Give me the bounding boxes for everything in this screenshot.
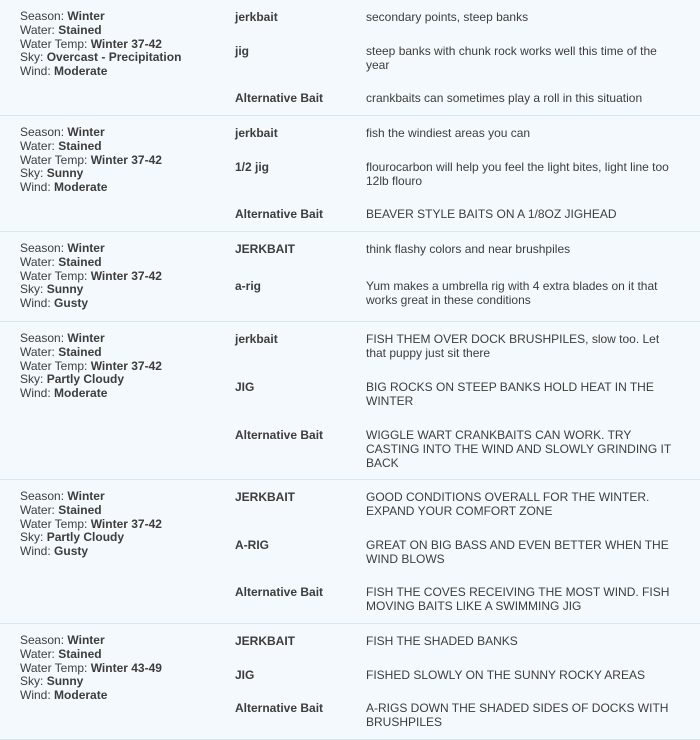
bait-name: JERKBAIT bbox=[235, 490, 296, 504]
bait-name: Alternative Bait bbox=[235, 701, 324, 715]
wind-value: Moderate bbox=[54, 688, 108, 703]
wind-line: Wind: Moderate bbox=[20, 64, 108, 79]
water-temp-value: Winter 37-42 bbox=[90, 152, 162, 167]
bait-tip: flourocarbon will help you feel the light bites, light line too 12lb flouro bbox=[366, 160, 669, 188]
sky-line: Sky: Partly Cloudy bbox=[20, 372, 125, 387]
season-line: Season: Winter bbox=[20, 241, 105, 255]
season-line: Season: Winter bbox=[20, 125, 105, 139]
sky-value: Partly Cloudy bbox=[46, 372, 125, 387]
water-temp-line: Water Temp: Winter 37-42 bbox=[20, 268, 162, 283]
bait-name: JIG bbox=[235, 380, 255, 394]
water-temp-value: Winter 37-42 bbox=[90, 268, 162, 283]
wind-line: Wind: Moderate bbox=[20, 386, 108, 401]
bait-tip: secondary points, steep banks bbox=[366, 10, 529, 24]
water-value: Stained bbox=[58, 138, 102, 153]
season-value: Winter bbox=[67, 633, 105, 647]
sky-value: Sunny bbox=[46, 282, 84, 297]
water-value: Stained bbox=[58, 502, 102, 517]
wind-value: Moderate bbox=[54, 386, 108, 401]
bait-tip: GOOD CONDITIONS OVERALL FOR THE WINTER. EXPAND YOUR COMFORT ZONE bbox=[366, 490, 650, 518]
bait-tip: BEAVER STYLE BAITS ON A 1/8OZ JIGHEAD bbox=[366, 207, 617, 221]
condition-section bbox=[0, 624, 700, 740]
bait-tip: FISH THEM OVER DOCK BRUSHPILES, slow too. Let that puppy just sit there bbox=[366, 332, 660, 360]
bait-name: a-rig bbox=[235, 279, 262, 293]
water-line: Water: Stained bbox=[20, 502, 102, 517]
bait-tip: steep banks with chunk rock works well this time of the year bbox=[366, 44, 657, 72]
water-value: Stained bbox=[58, 646, 102, 661]
bait-tip: WIGGLE WART CRANKBAITS CAN WORK. TRY CASTING INTO THE WIND AND SLOWLY GRINDING IT BACK bbox=[366, 428, 671, 470]
sky-value: Overcast - Precipitation bbox=[46, 50, 182, 65]
water-line: Water: Stained bbox=[20, 646, 102, 661]
season-line: Season: Winter bbox=[20, 633, 105, 647]
condition-section bbox=[0, 0, 700, 116]
condition-section bbox=[0, 116, 700, 232]
water-line: Water: Stained bbox=[20, 344, 102, 359]
sky-line: Sky: Sunny bbox=[20, 166, 84, 181]
bait-name: Alternative Bait bbox=[235, 585, 324, 599]
water-value: Stained bbox=[58, 22, 102, 37]
bait-name: jerkbait bbox=[235, 126, 278, 140]
wind-line: Wind: Gusty bbox=[20, 544, 89, 559]
wind-line: Wind: Gusty bbox=[20, 296, 89, 311]
conditions-block bbox=[20, 634, 220, 703]
bait-name: JERKBAIT bbox=[235, 634, 296, 648]
bait-tip: fish the windiest areas you can bbox=[366, 126, 531, 140]
bait-tip: crankbaits can sometimes play a roll in this situation bbox=[366, 91, 643, 105]
wind-value: Gusty bbox=[54, 544, 89, 559]
water-temp-line: Water Temp: Winter 43-49 bbox=[20, 660, 162, 675]
bait-name: 1/2 jig bbox=[235, 160, 270, 174]
bait-tip: FISHED SLOWLY ON THE SUNNY ROCKY AREAS bbox=[366, 668, 645, 682]
bait-name: JERKBAIT bbox=[235, 242, 296, 256]
water-temp-line: Water Temp: Winter 37-42 bbox=[20, 358, 162, 373]
bait-tip: FISH THE COVES RECEIVING THE MOST WIND. FISH MOVING BAITS LIKE A SWIMMING JIG bbox=[366, 585, 670, 613]
sky-value: Partly Cloudy bbox=[46, 530, 125, 545]
season-value: Winter bbox=[67, 241, 105, 255]
wind-value: Moderate bbox=[54, 180, 108, 195]
season-line: Season: Winter bbox=[20, 331, 105, 345]
bait-name: A-RIG bbox=[235, 538, 269, 552]
water-temp-value: Winter 37-42 bbox=[90, 516, 162, 531]
water-line: Water: Stained bbox=[20, 138, 102, 153]
sky-line: Sky: Overcast - Precipitation bbox=[20, 50, 182, 65]
bait-name: Alternative Bait bbox=[235, 207, 324, 221]
sky-line: Sky: Sunny bbox=[20, 674, 84, 689]
water-temp-value: Winter 43-49 bbox=[90, 660, 162, 675]
bait-tip: A-RIGS DOWN THE SHADED SIDES OF DOCKS WITH BRUSHPILES bbox=[366, 701, 669, 729]
bait-tip: think flashy colors and near brushpiles bbox=[366, 242, 571, 256]
sky-line: Sky: Sunny bbox=[20, 282, 84, 297]
season-line: Season: Winter bbox=[20, 489, 105, 503]
conditions-block bbox=[20, 490, 220, 559]
bait-tip: Yum makes a umbrella rig with 4 extra blades on it that works great in these conditions bbox=[366, 279, 658, 307]
bait-name: Alternative Bait bbox=[235, 428, 324, 442]
bait-name: jerkbait bbox=[235, 332, 278, 346]
sky-value: Sunny bbox=[46, 166, 84, 181]
wind-value: Moderate bbox=[54, 64, 108, 79]
water-temp-line: Water Temp: Winter 37-42 bbox=[20, 516, 162, 531]
season-value: Winter bbox=[67, 9, 105, 23]
season-line: Season: Winter bbox=[20, 9, 105, 23]
bait-name: Alternative Bait bbox=[235, 91, 324, 105]
conditions-block bbox=[20, 242, 220, 311]
bait-tip: BIG ROCKS ON STEEP BANKS HOLD HEAT IN THE WINTER bbox=[366, 380, 654, 408]
sky-line: Sky: Partly Cloudy bbox=[20, 530, 125, 545]
water-value: Stained bbox=[58, 254, 102, 269]
conditions-block bbox=[20, 332, 220, 401]
season-value: Winter bbox=[67, 125, 105, 139]
condition-section bbox=[0, 480, 700, 624]
wind-value: Gusty bbox=[54, 296, 89, 311]
season-value: Winter bbox=[67, 489, 105, 503]
condition-section bbox=[0, 232, 700, 322]
water-temp-line: Water Temp: Winter 37-42 bbox=[20, 36, 162, 51]
bait-name: jig bbox=[235, 44, 249, 58]
conditions-block bbox=[20, 10, 220, 79]
condition-section bbox=[0, 322, 700, 480]
bait-name: JIG bbox=[235, 668, 255, 682]
bait-name: jerkbait bbox=[235, 10, 278, 24]
water-line: Water: Stained bbox=[20, 254, 102, 269]
water-value: Stained bbox=[58, 344, 102, 359]
bait-tip: FISH THE SHADED BANKS bbox=[366, 634, 518, 648]
water-temp-value: Winter 37-42 bbox=[90, 358, 162, 373]
wind-line: Wind: Moderate bbox=[20, 180, 108, 195]
season-value: Winter bbox=[67, 331, 105, 345]
water-temp-value: Winter 37-42 bbox=[90, 36, 162, 51]
wind-line: Wind: Moderate bbox=[20, 688, 108, 703]
bait-tip: GREAT ON BIG BASS AND EVEN BETTER WHEN THE WIND BLOWS bbox=[366, 538, 669, 566]
sky-value: Sunny bbox=[46, 674, 84, 689]
conditions-block bbox=[20, 126, 220, 195]
water-temp-line: Water Temp: Winter 37-42 bbox=[20, 152, 162, 167]
water-line: Water: Stained bbox=[20, 22, 102, 37]
